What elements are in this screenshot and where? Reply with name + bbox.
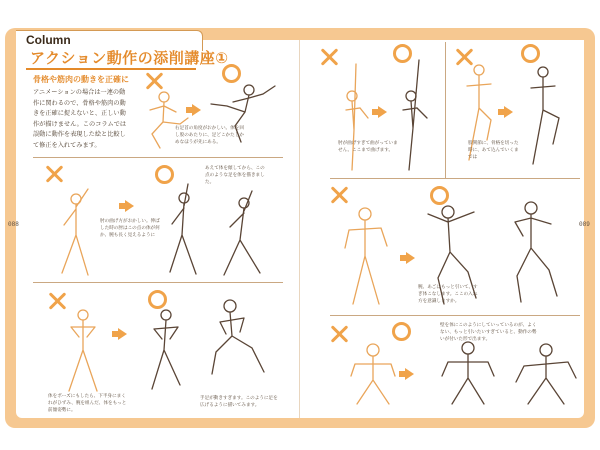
arrow-right-icon (192, 104, 201, 116)
section-divider (330, 315, 580, 316)
corrected-pose-figure (385, 58, 440, 173)
critique-note: 右足首の角度がおかしい。体を回し股のあたりに、足どこかたしかめなほうが先にある。 (175, 126, 244, 145)
critique-note: 壁を体にこのようにしていっているのが、よくない、もっと引いたいすぎていると、動作の勢いが付いた形で出ます。 (440, 323, 537, 342)
corrected-pose-figure (140, 305, 195, 395)
corrected-pose-figure (515, 60, 575, 170)
wrong-pose-figure (48, 185, 108, 280)
wrong-pose-figure (330, 60, 380, 175)
critique-note: 手足が動きすぎます。このように足を広げるように描いてみます。 (200, 396, 278, 408)
corrected-pose-figure (512, 338, 580, 410)
critique-note: 体をポーズにもしたら、下半身にまくれがひずみ、腕を組んだ、体をもっと前傾姿勢に。 (48, 394, 127, 413)
wrong-pose-figure (55, 305, 110, 395)
corrected-pose-figure (212, 185, 272, 280)
column-label: Column (26, 33, 71, 47)
corrected-pose-figure (200, 292, 275, 382)
page-title: アクション動作の添削講座① (30, 49, 229, 67)
critique-note: あえて体を傾してから、この点のような足を体を描きました。 (205, 166, 265, 185)
intro-paragraph: アニメーションの場合は一連の動作に関わるので、骨格や筋肉の動きを正確に捉えないと、正しい動作が描けません。このコラムでは誤動に動作を表現した絵と比較して修正を入れてみます。 (33, 89, 127, 149)
section-divider (330, 178, 580, 179)
title-underline (26, 68, 196, 70)
corrected-pose-figure (495, 192, 570, 307)
arrow-right-icon (125, 200, 134, 212)
wrong-pose-figure (335, 200, 395, 310)
wrong-pose-figure (345, 340, 400, 410)
page-subtitle: 骨格や筋肉の動きを正確に (33, 75, 129, 84)
page-gutter (299, 40, 300, 418)
critique-note: 肘の曲げ方がおかしい。伸ばした時の肘はこの点の体が何か、腕も長く見えるように (100, 219, 160, 238)
critique-note: 股関節に、骨格を切った時に、あて込んでいくまでは (468, 141, 519, 160)
corrected-pose-figure (160, 180, 210, 280)
page-number-right: 089 (579, 221, 590, 228)
arrow-right-icon (405, 368, 414, 380)
correct-mark-icon (392, 322, 411, 341)
corrected-pose-figure (438, 336, 498, 411)
critique-note: 腕、あごはもっと引いて、すぎ体こなします。ここの入れ方を意識しますか。 (418, 285, 478, 304)
arrow-right-icon (406, 252, 415, 264)
section-divider (33, 282, 283, 283)
section-divider-vertical (445, 42, 446, 178)
critique-note: 肘が曲げすぎて曲がっていません。ここまで曲げます。 (338, 141, 398, 153)
section-divider (33, 157, 283, 158)
arrow-right-icon (118, 328, 127, 340)
wrong-mark-icon (45, 165, 63, 183)
page-number-left: 088 (8, 221, 19, 228)
arrow-right-icon (504, 106, 513, 118)
